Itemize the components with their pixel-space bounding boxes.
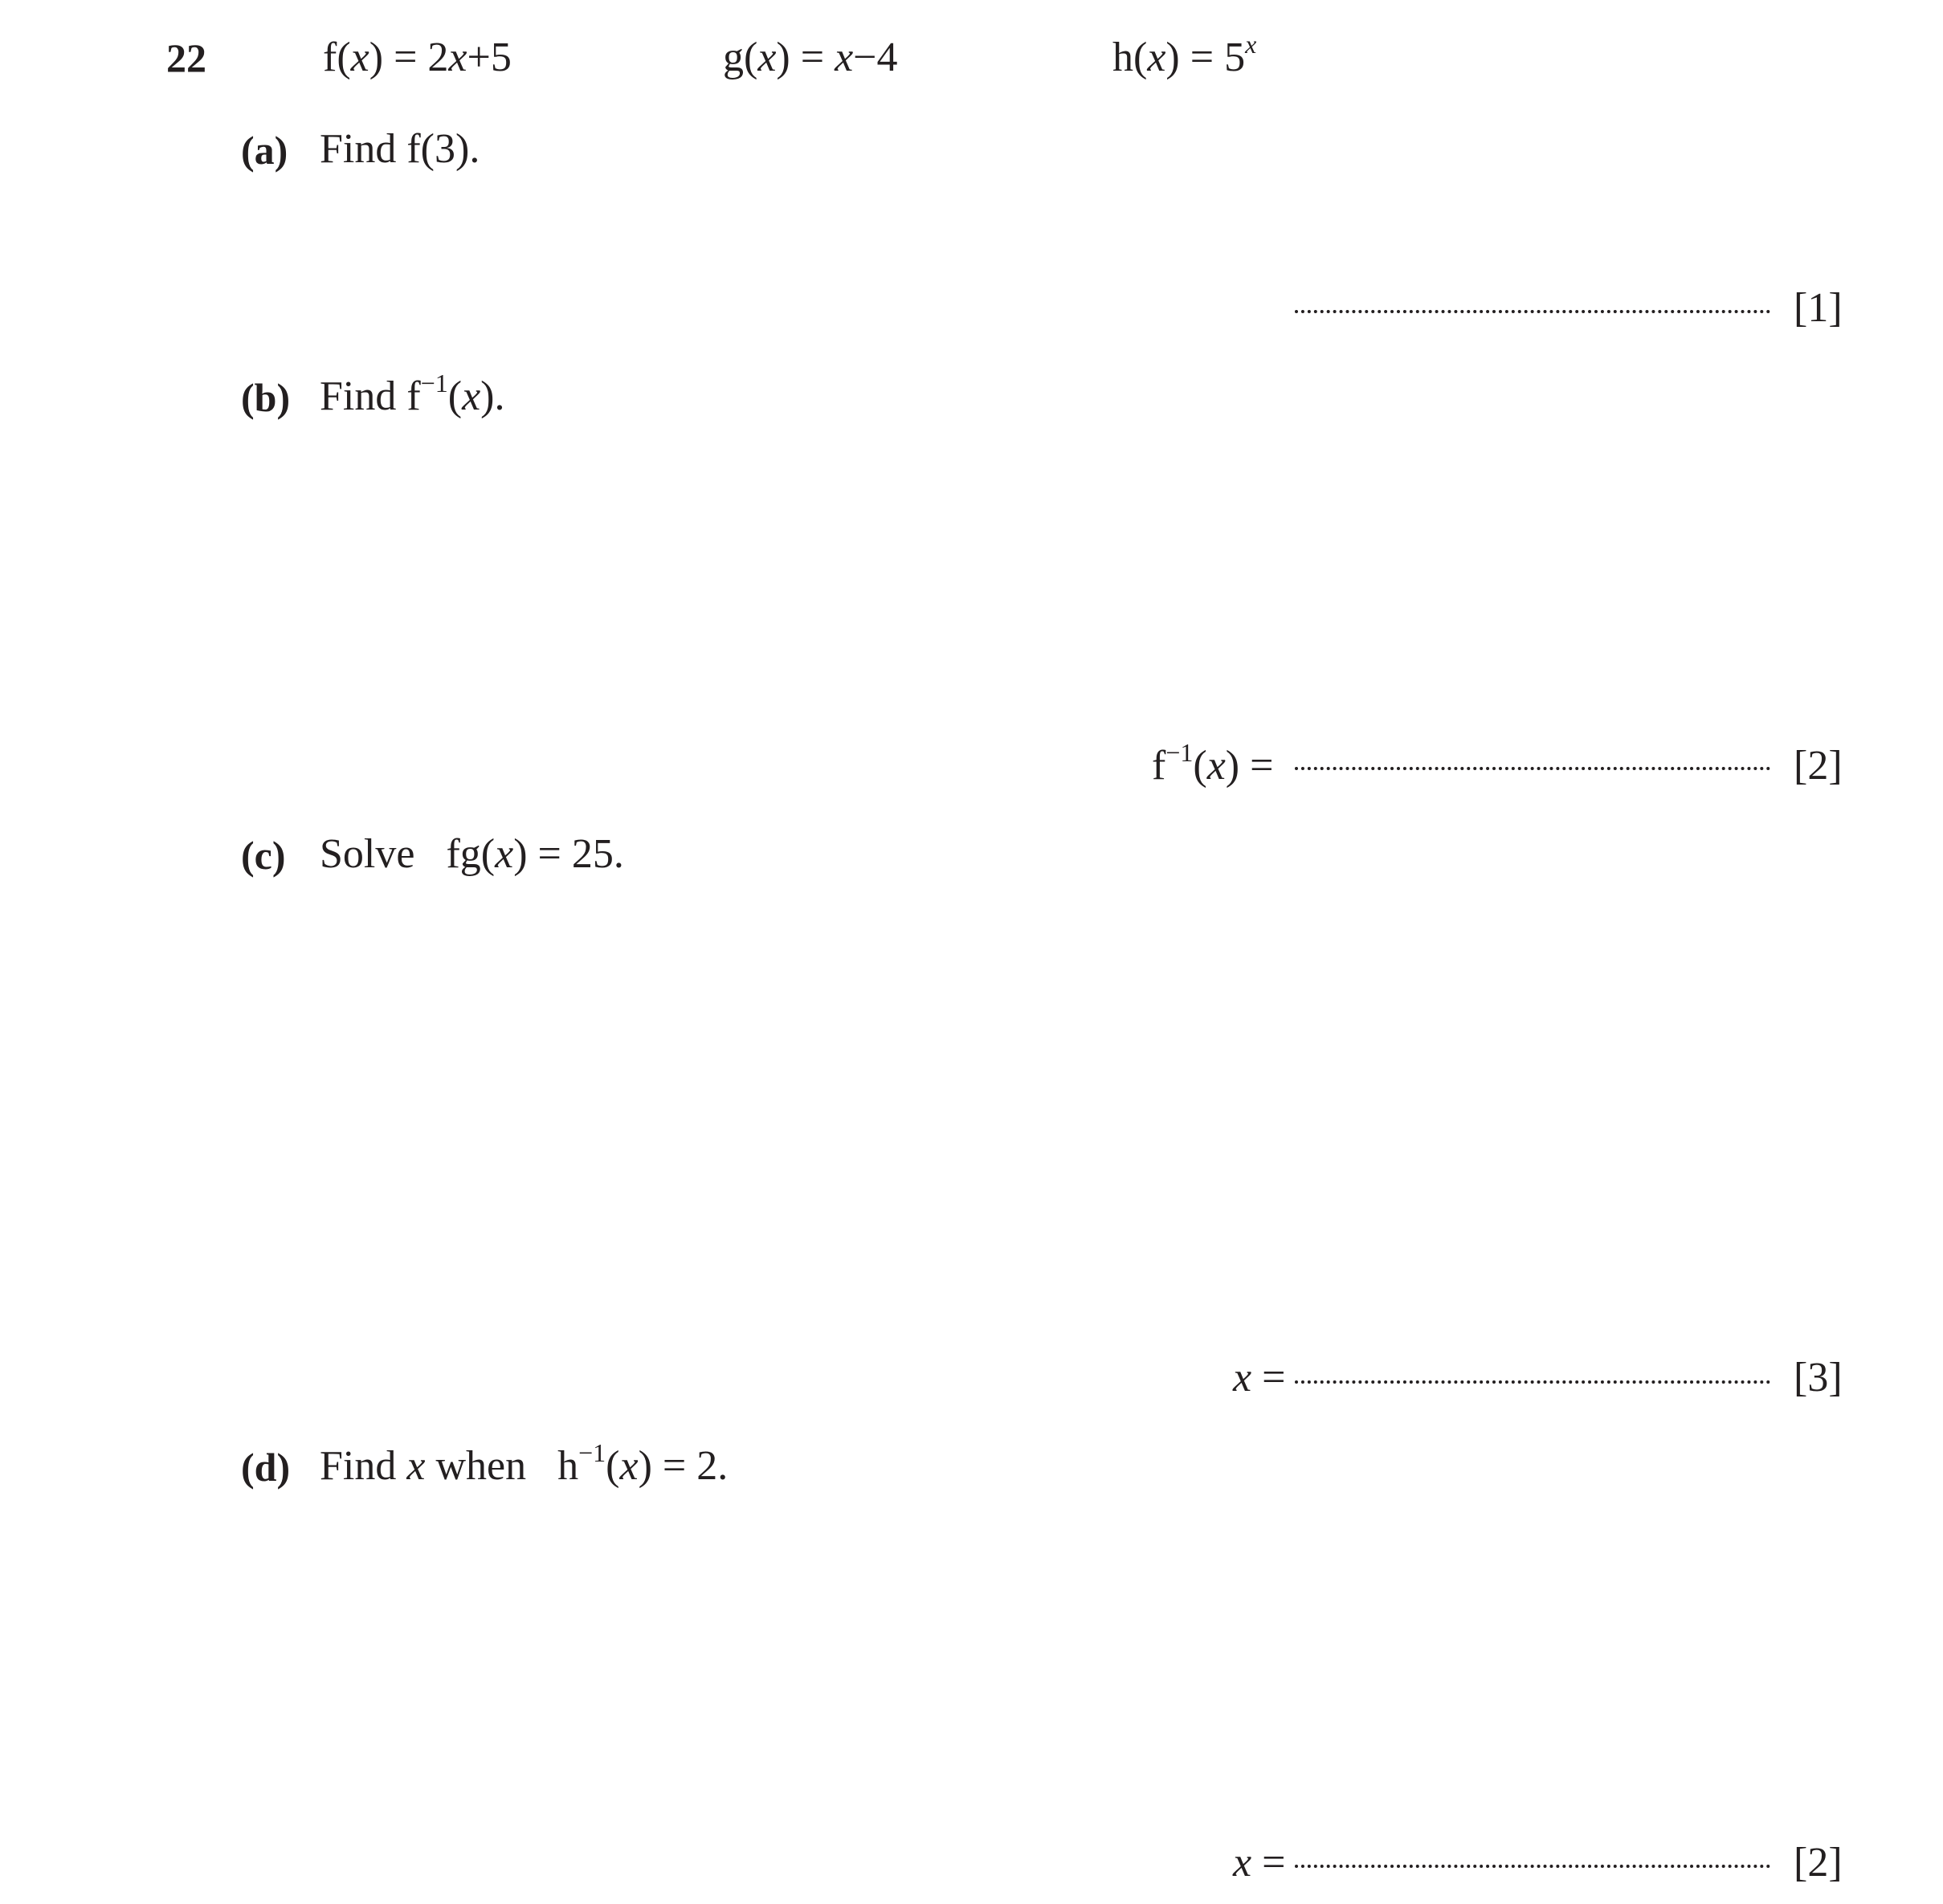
part-d-label: (d): [241, 1445, 291, 1490]
definition-g: g(x) = x−4: [723, 35, 898, 80]
question-number: 22: [166, 35, 206, 80]
definition-f: f(x) = 2x+5: [323, 35, 512, 80]
part-b-label: (b): [241, 375, 291, 420]
part-a-answer-line[interactable]: [1295, 310, 1770, 313]
part-c-answer-prefix: x =: [1233, 1355, 1286, 1400]
part-b-marks: [2]: [1794, 743, 1843, 789]
part-b-answer-line[interactable]: [1295, 767, 1770, 770]
part-c-label: (c): [241, 833, 286, 878]
part-c-answer-line[interactable]: [1295, 1380, 1770, 1384]
part-c-text: Solve fg(x) = 25.: [320, 831, 624, 877]
part-a-text: Find f(3).: [320, 126, 480, 172]
part-d-marks: [2]: [1794, 1840, 1843, 1886]
part-b-answer-prefix: $f^{-1}(x)$ =: [1152, 738, 1274, 789]
part-d-answer-line[interactable]: [1295, 1865, 1770, 1868]
part-c-marks: [3]: [1794, 1355, 1843, 1400]
part-a-marks: [1]: [1794, 285, 1843, 331]
part-d-text: Find x when $h^{-1}(x) = 2$.: [320, 1438, 729, 1489]
definition-h: $h(x) = 5^x$: [1112, 30, 1257, 80]
part-d-answer-prefix: x =: [1233, 1840, 1286, 1886]
part-b-text: Find $f^{-1}(x)$.: [320, 369, 505, 419]
part-a-label: (a): [241, 128, 288, 173]
